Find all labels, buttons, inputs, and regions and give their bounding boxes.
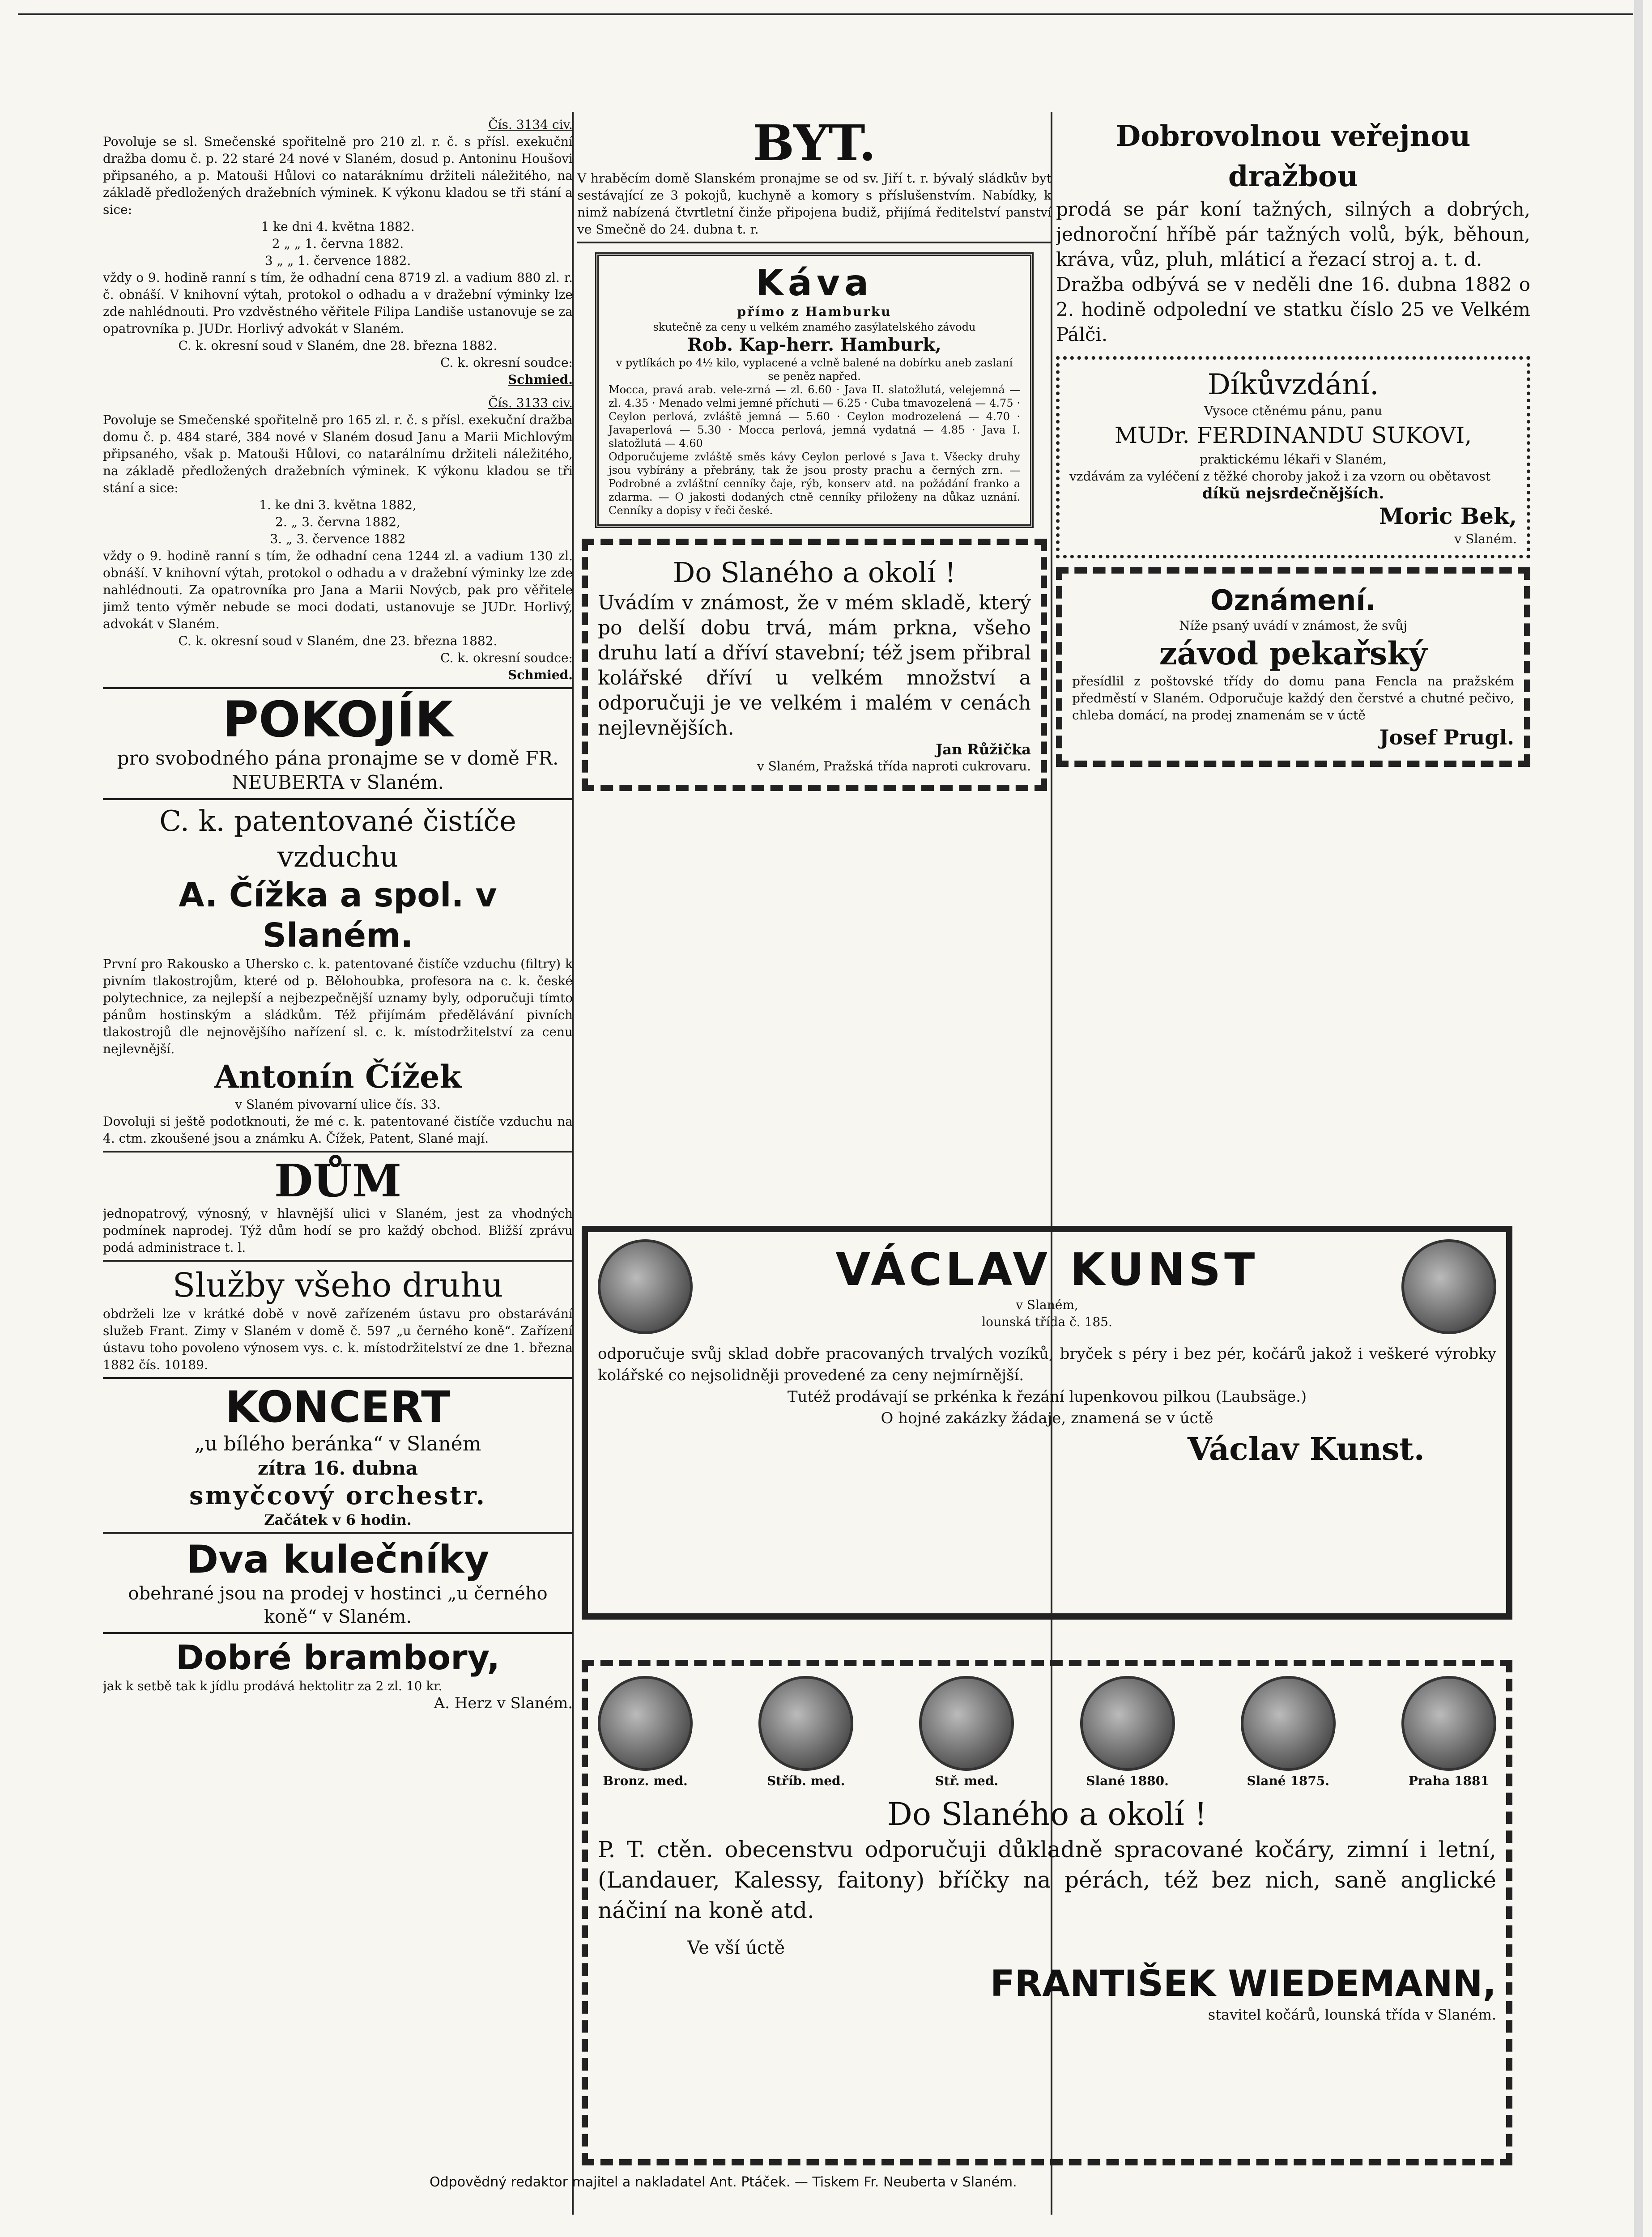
ad-title: Služby všeho druhu bbox=[172, 1266, 503, 1305]
ad-title: Káva bbox=[755, 262, 873, 304]
kunst-header bbox=[598, 1239, 1496, 1334]
ad-text: První pro Rakousko a Uhersko c. k. patentované čistíče vzduchu (filtry) k pivním tlakostrojům, které od p. Bělohoubka, profesora na c. k. české polytechnice, za nejlepší a nejbezpečnější uznamy byly, odporučuji tímto pánům hostinským a sládkům. Též přijímám předělávání pivních tlakostrojů dle nejnovějšího nařízení sl. c. k. místodržitelství za cenu nejlevnější. bbox=[103, 957, 573, 1056]
ad-text: odporučuje svůj sklad dobře pracovaných trvalých vozíků, bryček s péry i bez pér, kočárů jakož i veškeré výrobky kolářské co nejsolidněji provedené za ceny nejmírnější. bbox=[598, 1345, 1496, 1384]
medal-label: Stř. med. bbox=[935, 1773, 999, 1788]
date-line: 3. „ 3. července 1882 bbox=[270, 532, 406, 546]
medal bbox=[1401, 1676, 1496, 1790]
ad-text: Začátek v 6 hodin. bbox=[264, 1511, 412, 1528]
ad-text: obehrané jsou na prodej v hostinci „u černého koně“ v Slaném. bbox=[128, 1583, 548, 1627]
ad-text: zítra 16. dubna bbox=[258, 1457, 418, 1479]
page-edge bbox=[1634, 0, 1643, 2237]
ad-text: v Slaném, bbox=[1016, 1297, 1078, 1312]
medal bbox=[919, 1676, 1014, 1790]
auction-notice: Povoluje se sl. Smečenské spořitelně pro 210 zl. r. č. s přísl. exekuční dražba domu č. p. 22 staré 24 nové v Slaném, dosud p. Antoninu Houšovi připsaného, a p. Matouši Hůlovi co nataráknímu držiteli náležitého, na základě předložených dražebních výminek. K výkonu kladou se tři stání a sice: bbox=[103, 134, 573, 217]
divider bbox=[103, 1377, 573, 1379]
divider bbox=[577, 242, 1052, 243]
ad-text: obdrželi lze v krátké době v nově zařízeném ústavu pro obstarávání služeb Frant. Zimy v Slaném v domě č. 597 „u černého koně“. Zařízení ústavu toho povoleno výnosem vys. c. k. místodržitelství ze dne 1. března 1882 čís. 10189. bbox=[103, 1306, 573, 1372]
ad-title: Dobré brambory, bbox=[175, 1637, 500, 1677]
ad-text: smyčcový orchestr. bbox=[189, 1481, 486, 1510]
ad-text: Níže psaný uvádí v známost, že svůj bbox=[1179, 618, 1407, 633]
medal bbox=[598, 1676, 693, 1790]
signature: Václav Kunst. bbox=[1187, 1430, 1425, 1467]
medal bbox=[1241, 1676, 1336, 1790]
column-right bbox=[1056, 116, 1530, 1190]
ad-title: BYT. bbox=[753, 116, 876, 172]
ad-title: VÁCLAV KUNST bbox=[835, 1243, 1259, 1296]
signature: Schmied. bbox=[507, 668, 573, 682]
date-line: 1 ke dni 4. května 1882. bbox=[261, 219, 415, 234]
medal-icon bbox=[598, 1676, 693, 1771]
date-line: 2. „ 3. června 1882, bbox=[275, 515, 400, 529]
medal-row bbox=[598, 1676, 1496, 1790]
medal-icon bbox=[598, 1239, 693, 1334]
ad-title: A. Čížka a spol. v Slaném. bbox=[179, 876, 497, 955]
ad-text: v Slaném, Pražská třída naproti cukrovaru. bbox=[757, 759, 1031, 774]
auction-notice: vždy o 9. hodině ranní s tím, že odhadní cena 8719 zl. a vadium 880 zl. r. č. obnáší. V knihovní výtah, protokol o odhadu a v dražební výminky lze zde nahlédnouti. Pro vzdvěstného věřitele Filipa Landiše ustanovuje se za opatrovníka p. JUDr. Horlivý advokát v Slaném. bbox=[103, 270, 573, 336]
signature: Josef Prugl. bbox=[1379, 725, 1514, 749]
medal bbox=[1080, 1676, 1175, 1790]
ad-text: Dovoluji si ještě podotknouti, že mé c. k. patentované čistíče vzduchu na 4. ctm. zkoušené jsou a známku A. Čížek, Patent, Slané mají. bbox=[103, 1114, 573, 1146]
ad-title: Dobrovolnou veřejnou dražbou bbox=[1116, 119, 1471, 193]
judge: C. k. okresní soudce: bbox=[440, 355, 573, 370]
ad-text: MUDr. FERDINANDU SUKOVI, bbox=[1114, 422, 1472, 448]
medal-label: Bronz. med. bbox=[603, 1773, 688, 1788]
ad-text: díkŭ nejsrdečnějších. bbox=[1202, 485, 1384, 502]
date-line: 1. ke dni 3. května 1882, bbox=[259, 498, 417, 512]
signature: A. Herz v Slaném. bbox=[434, 1694, 573, 1712]
ad-text: stavitel kočárů, lounská třída v Slaném. bbox=[1208, 2006, 1496, 2023]
top-rule bbox=[18, 13, 1633, 15]
signature: Jan Růžička bbox=[936, 741, 1031, 758]
wiedemann-ad bbox=[582, 1660, 1512, 2165]
ad-title: DŮM bbox=[274, 1154, 402, 1207]
case-number: Čís. 3133 civ. bbox=[488, 396, 573, 410]
court: C. k. okresní soud v Slaném, dne 23. března 1882. bbox=[178, 634, 498, 648]
divider bbox=[103, 798, 573, 800]
medal bbox=[758, 1676, 853, 1790]
price-list: Mocca, pravá arab. vele-zrná — zl. 6.60 · Java II. slatožlutá, velejemná — zl. 4.35 · Menado velmi jemné příchuti — 6.25 · Cuba tmavozelená — 4.75 · Ceylon perlová, zvláště jemná — 5.60 · Ceylon modrozelená — 4.70 · Javaperlová — 5.30 · Mocca perlová, jemná vydatná — 4.85 · Java I. slatožlutá — 4.60 bbox=[609, 383, 1020, 450]
bakery-ad bbox=[1056, 567, 1530, 767]
medal-icon bbox=[1401, 1676, 1496, 1771]
ad-text: Tutéž prodávají se prkénka k řezání lupenkovou pilkou (Laubsäge.) bbox=[787, 1388, 1307, 1406]
medal-label: Slané 1880. bbox=[1086, 1773, 1169, 1788]
ad-text: lounská třída č. 185. bbox=[982, 1314, 1112, 1329]
ad-title: KONCERT bbox=[225, 1382, 451, 1432]
signature: FRANTIŠEK WIEDEMANN, bbox=[990, 1963, 1496, 2004]
ad-text: jednopatrový, výnosný, v hlavnější ulici v Slaném, jest za vhodných podmínek naprodej. Týž dům hodí se pro každý obchod. Bližší zprávu podá administrace t. l. bbox=[103, 1206, 573, 1255]
ad-title: Antonín Čížek bbox=[214, 1058, 462, 1095]
ad-text: O hojné zakázky žádaje, znamená se v úctě bbox=[881, 1409, 1213, 1427]
kunst-ad bbox=[582, 1226, 1512, 1620]
ad-title: Dva kulečníky bbox=[186, 1537, 490, 1582]
auction-notice: vždy o 9. hodině ranní s tím, že odhadní cena 1244 zl. a vadium 130 zl. obnáší. V knihovní výtah, protokol o odhadu a v dražební výminky lze zde nahlédnouti. Za opatrovníka pro Jana a Marii Novýcb, pak pro věřitele jimž tento výměr nebude se moci dodati, ustanovuje se JUDr. Horlivý, advokát v Slaném. bbox=[103, 549, 573, 631]
court: C. k. okresní soud v Slaném, dne 28. března 1882. bbox=[178, 338, 498, 353]
date-line: 3 „ „ 1. července 1882. bbox=[264, 253, 411, 268]
medal-icon bbox=[1080, 1676, 1175, 1771]
date-line: 2 „ „ 1. června 1882. bbox=[272, 236, 404, 251]
divider bbox=[103, 687, 573, 689]
divider bbox=[103, 1632, 573, 1634]
ad-title: C. k. patentované čistíče vzduchu bbox=[159, 805, 516, 874]
imprint: Odpovědný redaktor majitel a nakladatel Ant. Ptáček. — Tiskem Fr. Neuberta v Slaném. bbox=[430, 2174, 1017, 2190]
ad-text: Uvádím v známost, že v mém skladě, který po delší dobu trvá, mám prkna, všeho druhu latí a dříví stavební; též jsem přibral kolářské dříví u velkém množství a odporučuji je ve velkém i malém v cenách nejlevnějších. bbox=[598, 591, 1031, 740]
divider bbox=[103, 1260, 573, 1262]
ad-text: Ve vší úctě bbox=[687, 1938, 785, 1958]
case-number: Čís. 3134 civ. bbox=[488, 117, 573, 132]
signature: Moric Bek, bbox=[1379, 503, 1517, 529]
ad-text: přímo z Hamburku bbox=[737, 304, 892, 319]
judge: C. k. okresní soudce: bbox=[440, 651, 573, 665]
ad-text: P. T. ctěn. obecenstvu odporučuji důkladně spracované kočáry, zimní i letní, (Landauer, Kalessy, faitony) bříčky na pérách, též bez nich, saně anglické náčiní na koně atd. bbox=[598, 1837, 1496, 1923]
medal-icon bbox=[919, 1676, 1014, 1771]
ad-text: Vysoce ctěnému pánu, panu bbox=[1204, 404, 1383, 418]
signature: Schmied. bbox=[507, 372, 573, 387]
ad-text: vzdávám za vyléčení z těžké choroby jakož i za vzorn ou obětavost bbox=[1069, 469, 1491, 484]
ad-text: v pytlíkách po 4½ kilo, vyplacené a vclně balené na dobírku aneb zaslaní se peněz napřed. bbox=[616, 357, 1013, 383]
lumber-ad bbox=[582, 539, 1047, 791]
ad-text: v Slaném pivovarní ulice čís. 33. bbox=[235, 1097, 441, 1112]
ad-text: přesídlil z poštovské třídy do domu pana Fencla na pražském předměstí v Slaném. Odporučuje každý den čerstvé a chutné pečivo, chleba domácí, na prodej znamenám se v úctě bbox=[1072, 674, 1514, 723]
auction-notice: Povoluje se Smečenské spořitelně pro 165 zl. r. č. s přísl. exekuční dražba domu č. p. 484 staré, 384 nové v Slaném dosud Janu a Marii Michlovým připsaného, však p. Matouši Hůlovi, co natarálnímu držiteli náležitého, na základě předložených dražebních výminek. K výkonu kladou se tři stání a sice: bbox=[103, 413, 573, 495]
ad-title: Do Slaného a okolí ! bbox=[887, 1796, 1207, 1833]
medal-icon bbox=[758, 1676, 853, 1771]
column-middle bbox=[577, 116, 1052, 1190]
ad-text: jak k setbě tak k jídlu prodává hektolitr za 2 zl. 10 kr. bbox=[103, 1679, 443, 1693]
ad-text: Dražba odbývá se v neděli dne 16. dubna 1882 o 2. hodině odpolední ve statku číslo 25 ve Velkém Pálči. bbox=[1056, 273, 1530, 345]
ad-text: Rob. Kap-herr. Hamburk, bbox=[687, 334, 941, 355]
ad-text: praktickému lékaři v Slaném, bbox=[1200, 452, 1387, 467]
thanks-ad bbox=[1056, 356, 1530, 558]
ad-text: v Slaném. bbox=[1454, 532, 1517, 546]
medal-icon bbox=[1401, 1239, 1496, 1334]
ad-text: prodá se pár koní tažných, silných a dobrých, jednoroční hříbě pár tažných volů, býk, běhoun, kráva, vůz, pluh, mláticí a řezací stroj a. t. d. bbox=[1056, 198, 1530, 270]
divider bbox=[103, 1151, 573, 1153]
ad-text: skutečně za ceny u velkém znamého zasýlatelského závodu bbox=[653, 321, 976, 333]
ad-text: závod pekařský bbox=[1159, 635, 1427, 672]
ad-title: Díkůvzdání. bbox=[1207, 368, 1379, 401]
ad-text: pro svobodného pána pronajme se v domě FR. NEUBERTA v Slaném. bbox=[117, 747, 559, 793]
medal-label: Slané 1875. bbox=[1247, 1773, 1330, 1788]
column-left bbox=[103, 116, 573, 1712]
medal-label: Praha 1881 bbox=[1408, 1773, 1489, 1788]
ad-title: Do Slaného a okolí ! bbox=[673, 556, 956, 589]
medal-icon bbox=[1241, 1676, 1336, 1771]
ad-title: POKOJÍK bbox=[222, 691, 453, 748]
ad-text: V hraběcím domě Slanském pronajme se od sv. Jiří t. r. bývalý sládkův byt sestávající ze 3 pokojů, kuchyně a komory s příslušenstvím. Nabídky, k nimž nabízená čtvrtletní činže připojena budiž, přijímá ředitelství panství ve Smečně do 24. dubna t. r. bbox=[577, 171, 1052, 237]
ad-title: Oznámení. bbox=[1210, 584, 1376, 617]
coffee-ad bbox=[595, 252, 1034, 528]
medal-label: Stříb. med. bbox=[766, 1773, 845, 1788]
ad-text: Odporučujeme zvláště směs kávy Ceylon perlové s Java t. Všecky druhy jsou vybírány a přebrány, tak že jsou prosty prachu a černých zrn. — Podrobné a zvláštní cenníky čaje, rýb, konserv atd. na požádání franko a zdarma. — O jakosti dodaných ctně cenníky přiloženy na důkaz uznání. Cenníky a dopisy v řeči české. bbox=[609, 451, 1020, 517]
ad-text: „u bílého beránka“ v Slaném bbox=[194, 1433, 481, 1455]
divider bbox=[103, 1532, 573, 1534]
